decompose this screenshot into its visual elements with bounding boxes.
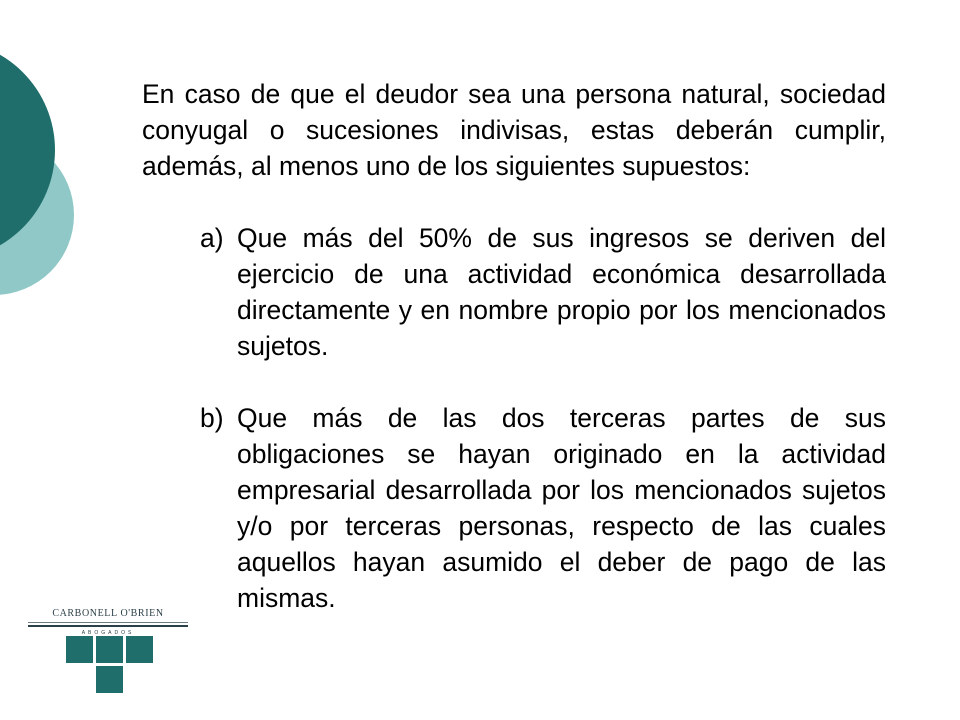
logo-subtitle: ABOGADOS (81, 630, 135, 636)
list-text-a: Que más del 50% de sus ingresos se deriven del ejercicio de una actividad económica desarrollada directamente y en nombre propio por los mencionados sujetos. (237, 223, 886, 361)
logo-name: CARBONELL O'BRIEN (52, 608, 164, 619)
logo-square-4 (96, 666, 123, 693)
logo-square-1 (66, 636, 93, 663)
logo-square-3 (126, 636, 153, 663)
logo-square-2 (96, 636, 123, 663)
logo-rule-thick (28, 625, 188, 627)
decorative-circles (0, 0, 140, 360)
list-text-b: Que más de las dos terceras partes de sus obligaciones se hayan originado en la actividad empresarial desarrollada por los mencionados sujetos y/o por terceras personas, respecto de las cuales aquellos hayan asumido el deber de pago de las mismas. (237, 403, 886, 613)
list-item-b (142, 400, 886, 616)
list-marker-b: b) (200, 403, 224, 433)
slide-content (142, 76, 886, 616)
logo-rule-thin (28, 622, 188, 623)
list-item-a (142, 220, 886, 364)
company-logo (28, 608, 188, 698)
intro-paragraph: En caso de que el deudor sea una persona natural, sociedad conyugal o sucesiones indivisas, estas deberán cumplir, además, al menos uno de los siguientes supuestos: (142, 79, 886, 181)
list-marker-a: a) (200, 223, 224, 253)
